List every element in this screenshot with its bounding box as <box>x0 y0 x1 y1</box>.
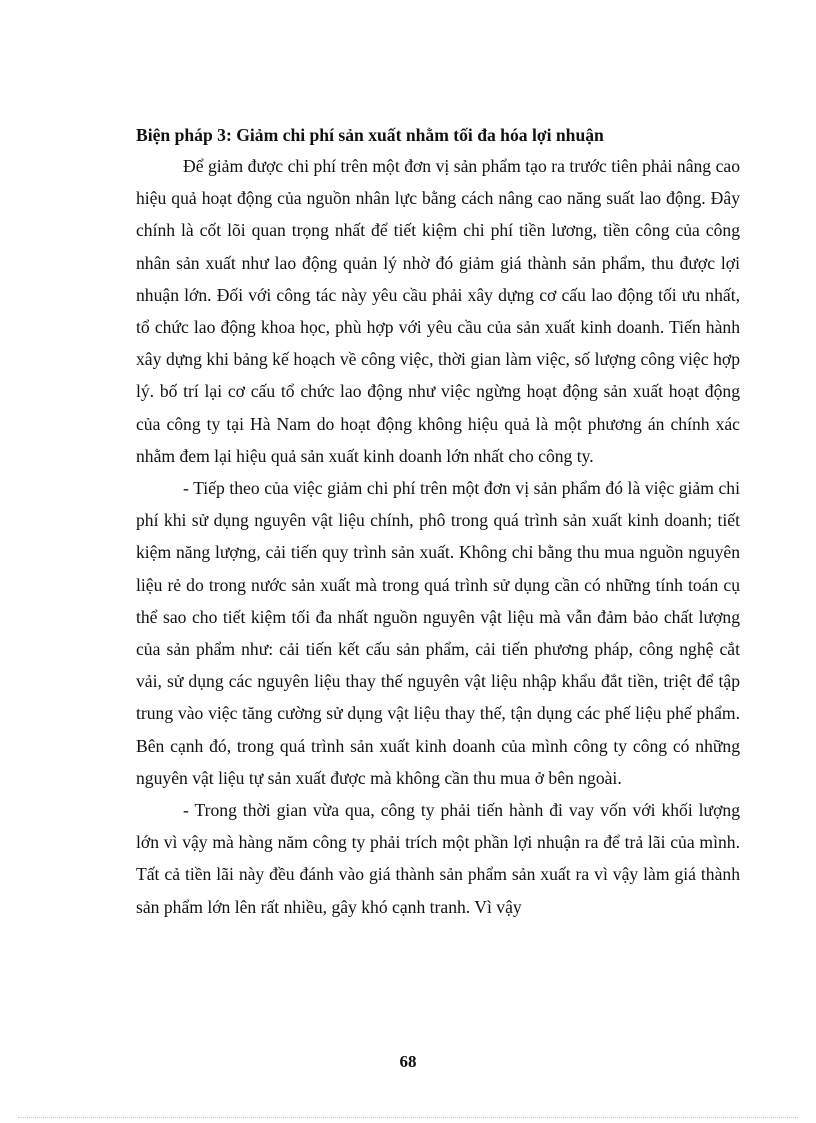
paragraph-3: - Trong thời gian vừa qua, công ty phải tiến hành đi vay vốn với khối lượng lớn vì vậy mà hàng năm công ty phải trích một phần lợi nhuận ra để trả lãi của mình. Tất cả tiền lãi này đều đánh vào giá thành sản phẩm sản xuất ra vì vậy làm giá thành sản phẩm lớn lên rất nhiều, gây khó cạnh tranh. Vì vậy <box>136 800 740 917</box>
footer-divider <box>18 1117 798 1118</box>
document-body <box>136 118 740 923</box>
paragraph-2: - Tiếp theo của việc giảm chi phí trên một đơn vị sản phẩm đó là việc giảm chi phí khi sử dụng nguyên vật liệu chính, phô trong quá trình sản xuất kinh doanh; tiết kiệm năng lượng, cải tiến quy trình sản xuất. Không chỉ bằng thu mua nguồn nguyên liệu rẻ do trong nước sản xuất mà trong quá trình sử dụng cần có những tính toán cụ thể sao cho tiết kiệm tối đa nhất nguồn nguyên vật liệu mà vẫn đảm bảo chất lượng của sản phẩm như: cải tiến kết cấu sản phẩm, cải tiến phương pháp, công nghệ cắt vải, sử dụng các nguyên liệu thay thế nguyên vật liệu nhập khẩu đắt tiền, triệt để tập trung vào việc tăng cường sử dụng vật liệu thay thế, tận dụng các phế liệu phế phẩm. Bên cạnh đó, trong quá trình sản xuất kinh doanh của mình công ty công có những nguyên vật liệu tự sản xuất được mà không cần thu mua ở bên ngoài. <box>136 478 740 788</box>
page-number: 68 <box>399 1052 417 1071</box>
section-heading: Biện pháp 3: Giảm chi phí sản xuất nhằm tối đa hóa lợi nhuận <box>136 125 604 145</box>
paragraph-1: Để giảm được chi phí trên một đơn vị sản phẩm tạo ra trước tiên phải nâng cao hiệu quả hoạt động của nguồn nhân lực bằng cách nâng cao năng suất lao động. Đây chính là cốt lõi quan trọng nhất để tiết kiệm chi phí tiền lương, tiền công của công nhân sản xuất như lao động quản lý nhờ đó giảm giá thành sản phẩm, thu được lợi nhuận lớn. Đối với công tác này yêu cầu phải xây dựng cơ cấu lao động tối ưu nhất, tổ chức lao động khoa học, phù hợp với yêu cầu của sản xuất kinh doanh. Tiến hành xây dựng khi bảng kế hoạch về công việc, thời gian làm việc, số lượng công việc hợp lý. bố trí lại cơ cấu tổ chức lao động như việc ngừng hoạt động sản xuất hoạt động của công ty tại Hà Nam do hoạt động không hiệu quả là một phương án chính xác nhằm đem lại hiệu quả sản xuất kinh doanh lớn nhất cho công ty. <box>136 156 740 466</box>
